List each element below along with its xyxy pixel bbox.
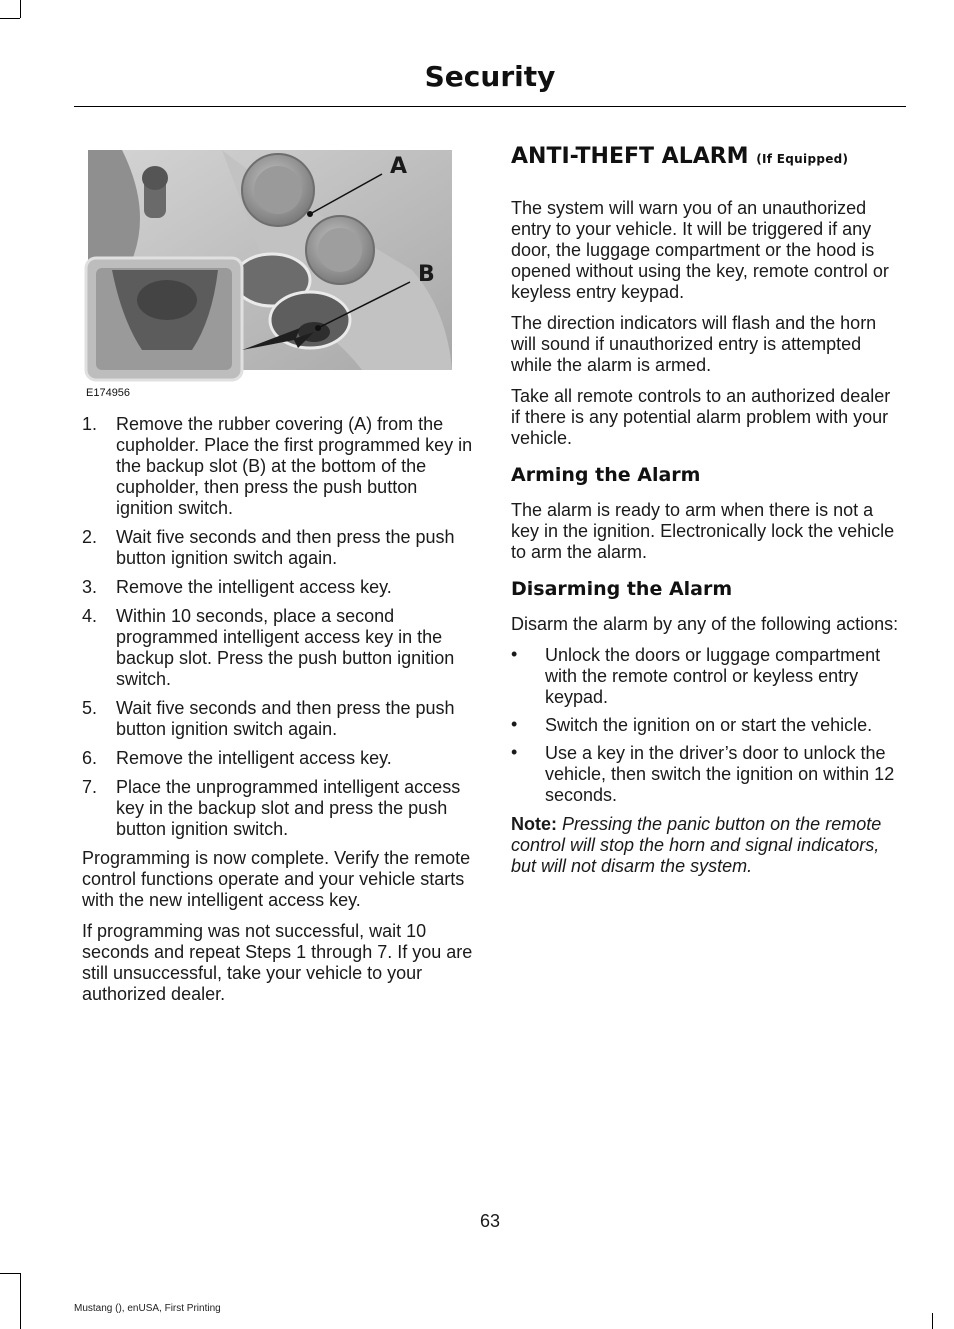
left-column bbox=[82, 414, 474, 1015]
note-text: Pressing the panic button on the remote control will stop the horn and signal indicators, but will not disarm the system. bbox=[511, 814, 882, 876]
bullet-icon: • bbox=[511, 644, 518, 664]
programming-failed-paragraph: If programming was not successful, wait 10 seconds and repeat Steps 1 through 7. If you are still unsuccessful, take your vehicle to your authorized dealer. bbox=[82, 921, 473, 1004]
note bbox=[511, 814, 903, 877]
crop-mark bbox=[0, 18, 20, 19]
bullet-text: Use a key in the driver’s door to unlock the vehicle, then switch the ignition on within 12 seconds. bbox=[545, 743, 895, 805]
crop-mark bbox=[20, 1273, 21, 1329]
right-column bbox=[511, 198, 903, 887]
list-item bbox=[82, 748, 474, 769]
callout-label-b: B bbox=[418, 262, 435, 287]
bullet-icon: • bbox=[511, 742, 518, 762]
arming-heading: Arming the Alarm bbox=[511, 464, 701, 486]
alarm-paragraph-1: The system will warn you of an unauthorized entry to your vehicle. It will be triggered if any door, the luggage compartment or the hood is opened without using the key, remote control or keyless entry keypad. bbox=[511, 198, 889, 302]
header-divider bbox=[74, 106, 906, 107]
figure-code: E174956 bbox=[86, 387, 131, 399]
callout-label-a: A bbox=[390, 154, 408, 179]
step-text: Remove the rubber covering (A) from the cupholder. Place the first programmed key in the backup slot (B) at the bottom of the cupholder, then press the push button ignition switch. bbox=[116, 414, 473, 518]
step-number: 4. bbox=[82, 606, 98, 626]
step-text: Remove the intelligent access key. bbox=[116, 577, 392, 597]
alarm-paragraph-3: Take all remote controls to an authorized dealer if there is any potential alarm problem with your vehicle. bbox=[511, 386, 891, 448]
step-text: Wait five seconds and then press the push button ignition switch again. bbox=[116, 527, 455, 568]
step-number: 2. bbox=[82, 527, 98, 547]
disarming-intro: Disarm the alarm by any of the following actions: bbox=[511, 614, 899, 634]
cupholder-illustration bbox=[82, 150, 456, 382]
footer-text: Mustang (), enUSA, First Printing bbox=[74, 1303, 221, 1314]
step-number: 3. bbox=[82, 577, 98, 597]
bullet-text: Switch the ignition on or start the vehicle. bbox=[545, 715, 873, 735]
list-item bbox=[511, 743, 903, 806]
bullet-text: Unlock the doors or luggage compartment with the remote control or keyless entry keypad. bbox=[545, 645, 881, 707]
section-title-suffix: (If Equipped) bbox=[756, 152, 849, 166]
disarming-actions bbox=[511, 645, 903, 806]
list-item bbox=[82, 527, 474, 569]
list-item bbox=[82, 777, 474, 840]
arming-paragraph: The alarm is ready to arm when there is not a key in the ignition. Electronically lock the vehicle to arm the alarm. bbox=[511, 500, 895, 562]
step-text: Remove the intelligent access key. bbox=[116, 748, 392, 768]
step-text: Place the unprogrammed intelligent access key in the backup slot and press the push button ignition switch. bbox=[116, 777, 461, 839]
cupholder-illustration-icon bbox=[82, 150, 456, 382]
note-label: Note: bbox=[511, 814, 557, 834]
list-item bbox=[82, 577, 474, 598]
step-number: 1. bbox=[82, 414, 98, 434]
step-number: 6. bbox=[82, 748, 98, 768]
list-item bbox=[82, 414, 474, 519]
programming-complete-paragraph: Programming is now complete. Verify the remote control functions operate and your vehicle starts with the new intelligent access key. bbox=[82, 848, 471, 910]
list-item bbox=[511, 715, 903, 736]
crop-mark bbox=[932, 1313, 933, 1329]
crop-mark bbox=[0, 1273, 20, 1274]
list-item bbox=[511, 645, 903, 708]
disarming-heading: Disarming the Alarm bbox=[511, 578, 733, 600]
step-text: Within 10 seconds, place a second programmed intelligent access key in the backup slot. Press the push button ignition switch. bbox=[116, 606, 455, 689]
step-number: 7. bbox=[82, 777, 98, 797]
alarm-paragraph-2: The direction indicators will flash and the horn will sound if unauthorized entry is attempted while the alarm is armed. bbox=[511, 313, 877, 375]
step-number: 5. bbox=[82, 698, 98, 718]
list-item bbox=[82, 606, 474, 690]
step-text: Wait five seconds and then press the push button ignition switch again. bbox=[116, 698, 455, 739]
page-header-title: Security bbox=[424, 60, 556, 93]
page-number: 63 bbox=[479, 1211, 501, 1231]
section-title-text: ANTI-THEFT ALARM bbox=[511, 144, 749, 169]
section-title bbox=[511, 144, 911, 169]
bullet-icon: • bbox=[511, 714, 518, 734]
list-item bbox=[82, 698, 474, 740]
procedure-steps bbox=[82, 414, 474, 840]
crop-mark bbox=[20, 0, 21, 18]
